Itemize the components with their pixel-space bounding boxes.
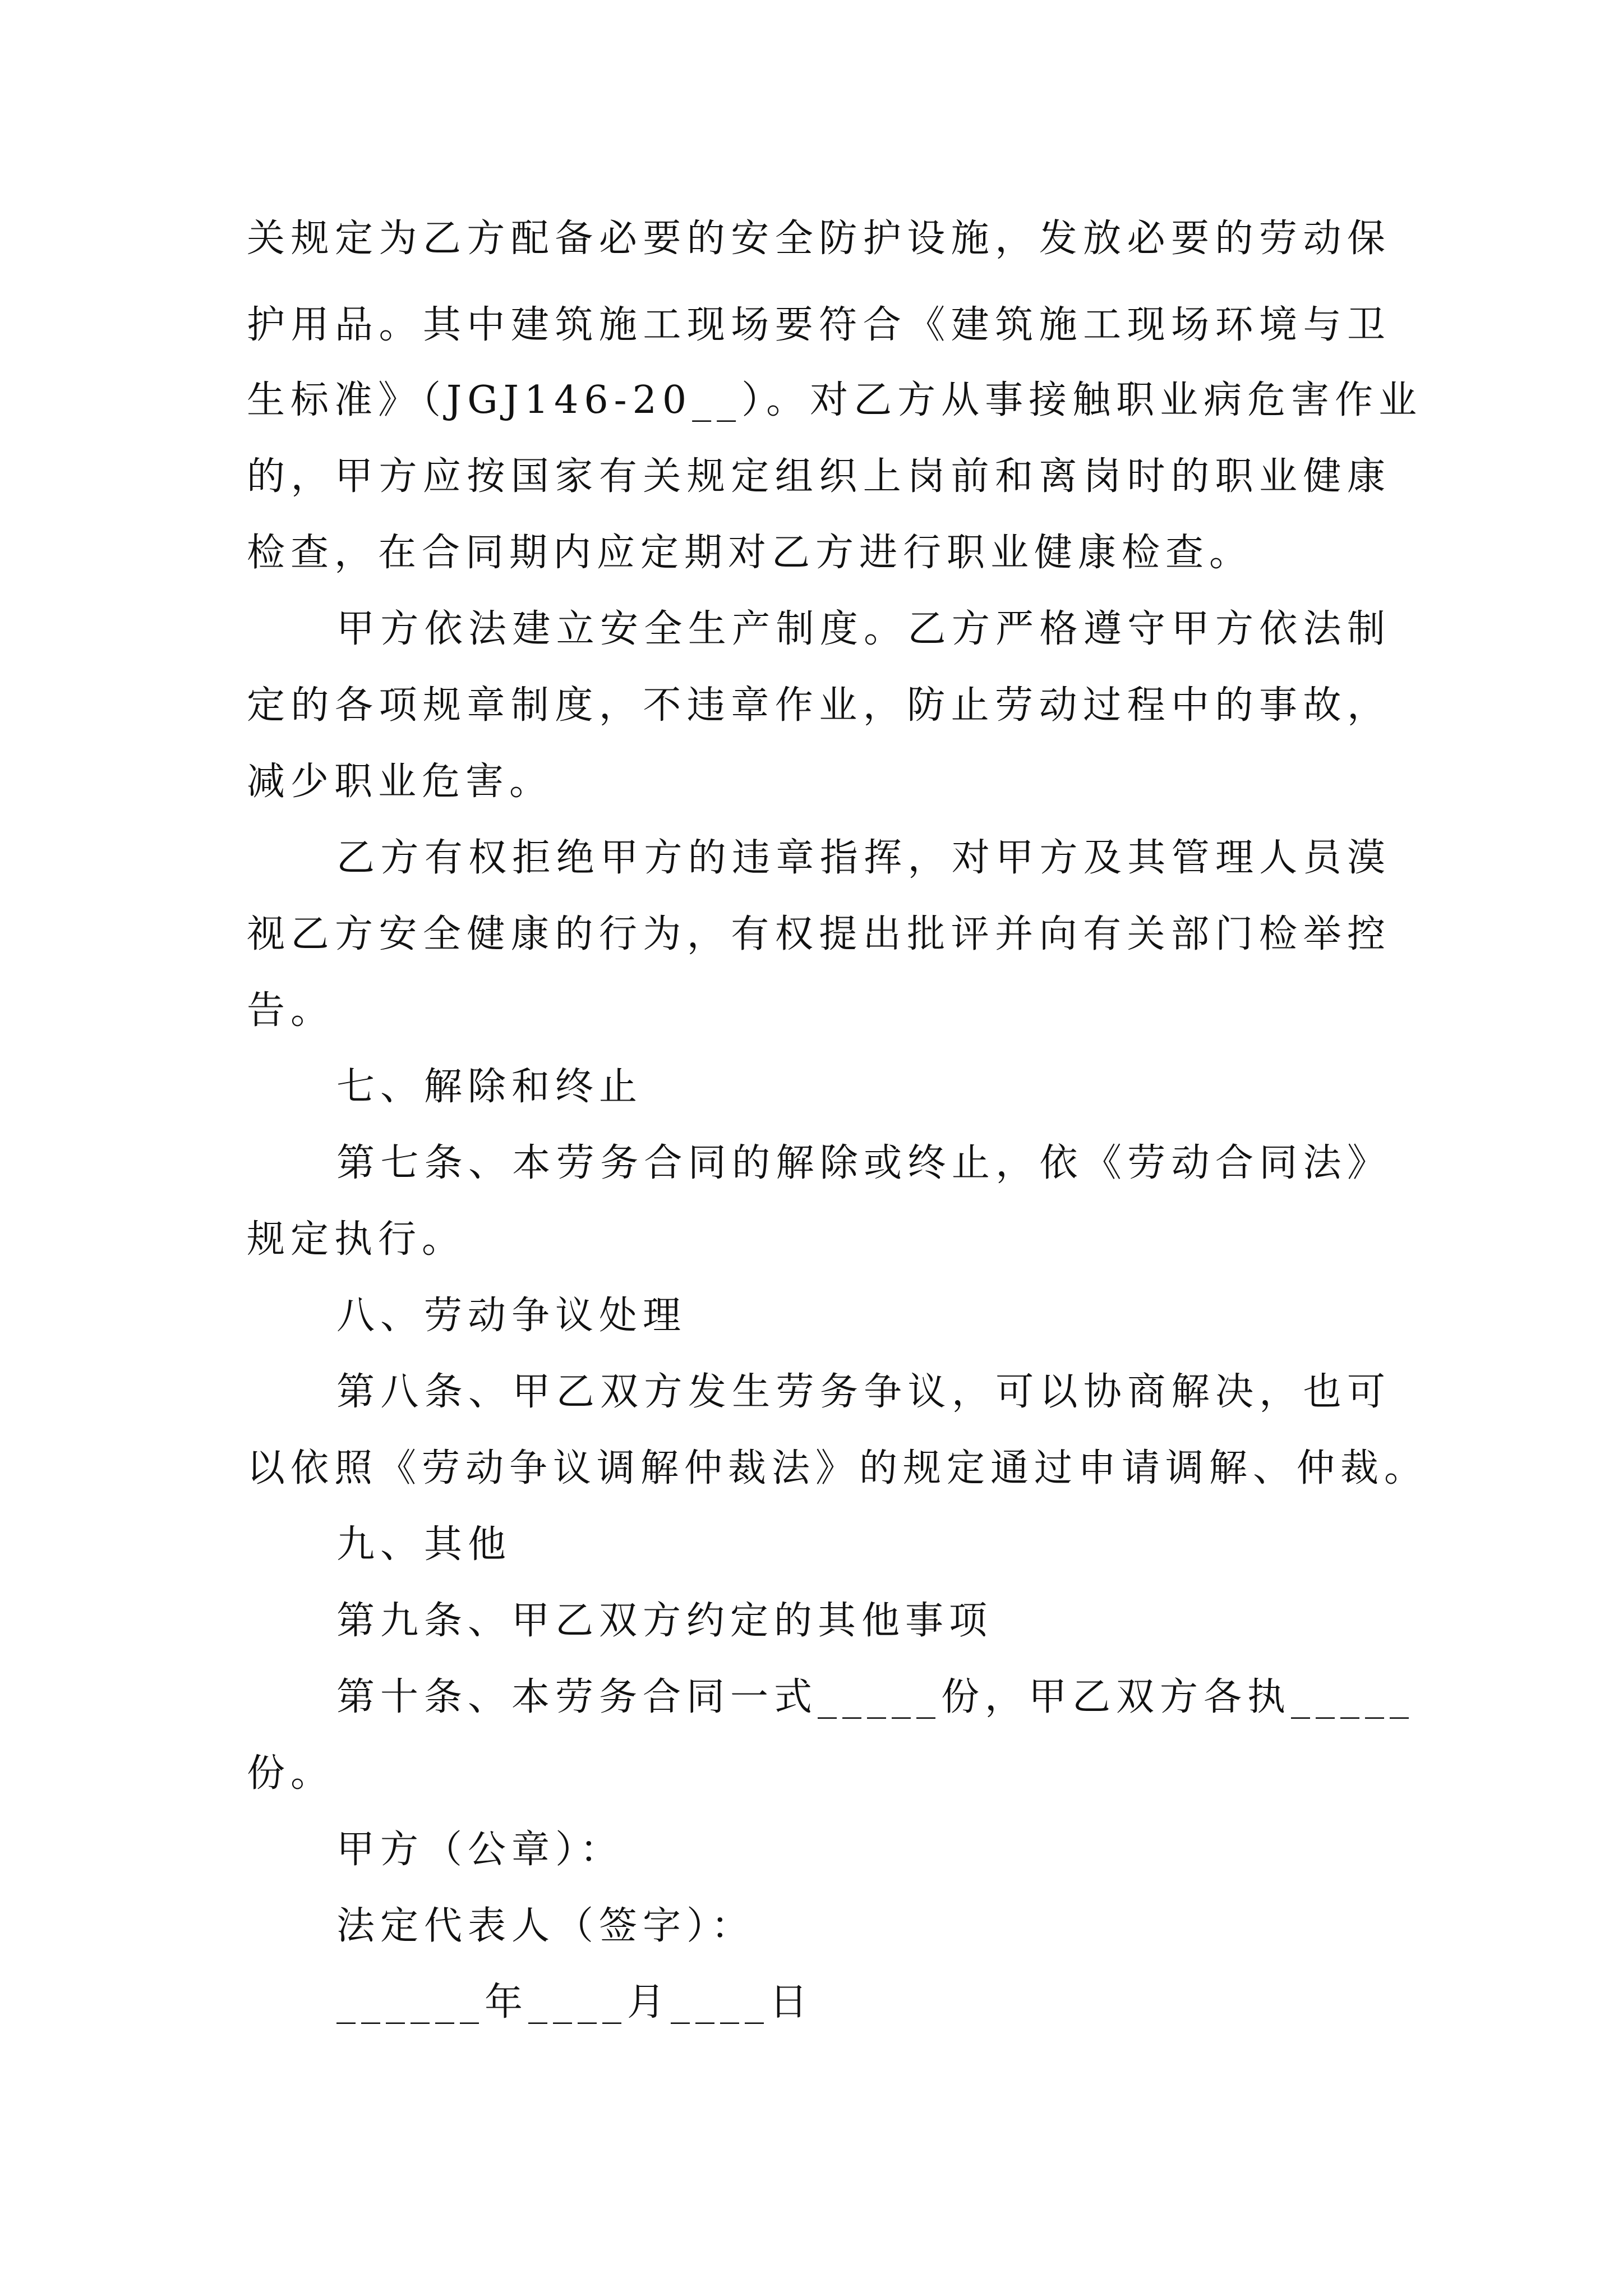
section-heading: 七、解除和终止 bbox=[336, 1065, 643, 1109]
text-line: 第八条、甲乙双方发生劳务争议，可以协商解决，也可 bbox=[336, 1370, 1391, 1414]
text-line: 的，甲方应按国家有关规定组织上岗前和离岗时的职业健康 bbox=[247, 454, 1391, 499]
text-line: 告。 bbox=[247, 988, 335, 1033]
text-line: 第十条、本劳务合同一式_____份，甲乙双方各执_____ bbox=[336, 1675, 1415, 1719]
text-line: 份。 bbox=[247, 1751, 335, 1796]
party-a-seal-line: 甲方（公章）： bbox=[336, 1828, 624, 1872]
date-line: ______年____月____日 bbox=[336, 1980, 814, 2024]
text-line: 视乙方安全健康的行为，有权提出批评并向有关部门检举控 bbox=[247, 912, 1391, 956]
text-line: 检查，在合同期内应定期对乙方进行职业健康检查。 bbox=[247, 531, 1253, 575]
text-line: 护用品。其中建筑施工现场要符合《建筑施工现场环境与卫 bbox=[247, 303, 1391, 347]
text-line: 乙方有权拒绝甲方的违章指挥，对甲方及其管理人员漠 bbox=[336, 836, 1391, 880]
section-heading: 九、其他 bbox=[336, 1522, 512, 1567]
text-line: 甲方依法建立安全生产制度。乙方严格遵守甲方依法制 bbox=[336, 607, 1391, 651]
text-line: 以依照《劳动争议调解仲裁法》的规定通过申请调解、仲裁。 bbox=[247, 1446, 1428, 1490]
text-line: 第九条、甲乙双方约定的其他事项 bbox=[336, 1599, 993, 1643]
text-line: 关规定为乙方配备必要的安全防护设施，发放必要的劳动保 bbox=[247, 217, 1391, 261]
text-line: 生标准》（JGJ146-20__）。对乙方从事接触职业病危害作业 bbox=[247, 378, 1423, 422]
legal-representative-line: 法定代表人（签字）： bbox=[336, 1904, 755, 1948]
text-line: 第七条、本劳务合同的解除或终止，依《劳动合同法》 bbox=[336, 1141, 1391, 1185]
text-line: 定的各项规章制度，不违章作业，防止劳动过程中的事故， bbox=[247, 683, 1391, 728]
text-line: 减少职业危害。 bbox=[247, 760, 554, 804]
text-line: 规定执行。 bbox=[247, 1217, 466, 1262]
section-heading: 八、劳动争议处理 bbox=[336, 1294, 687, 1338]
